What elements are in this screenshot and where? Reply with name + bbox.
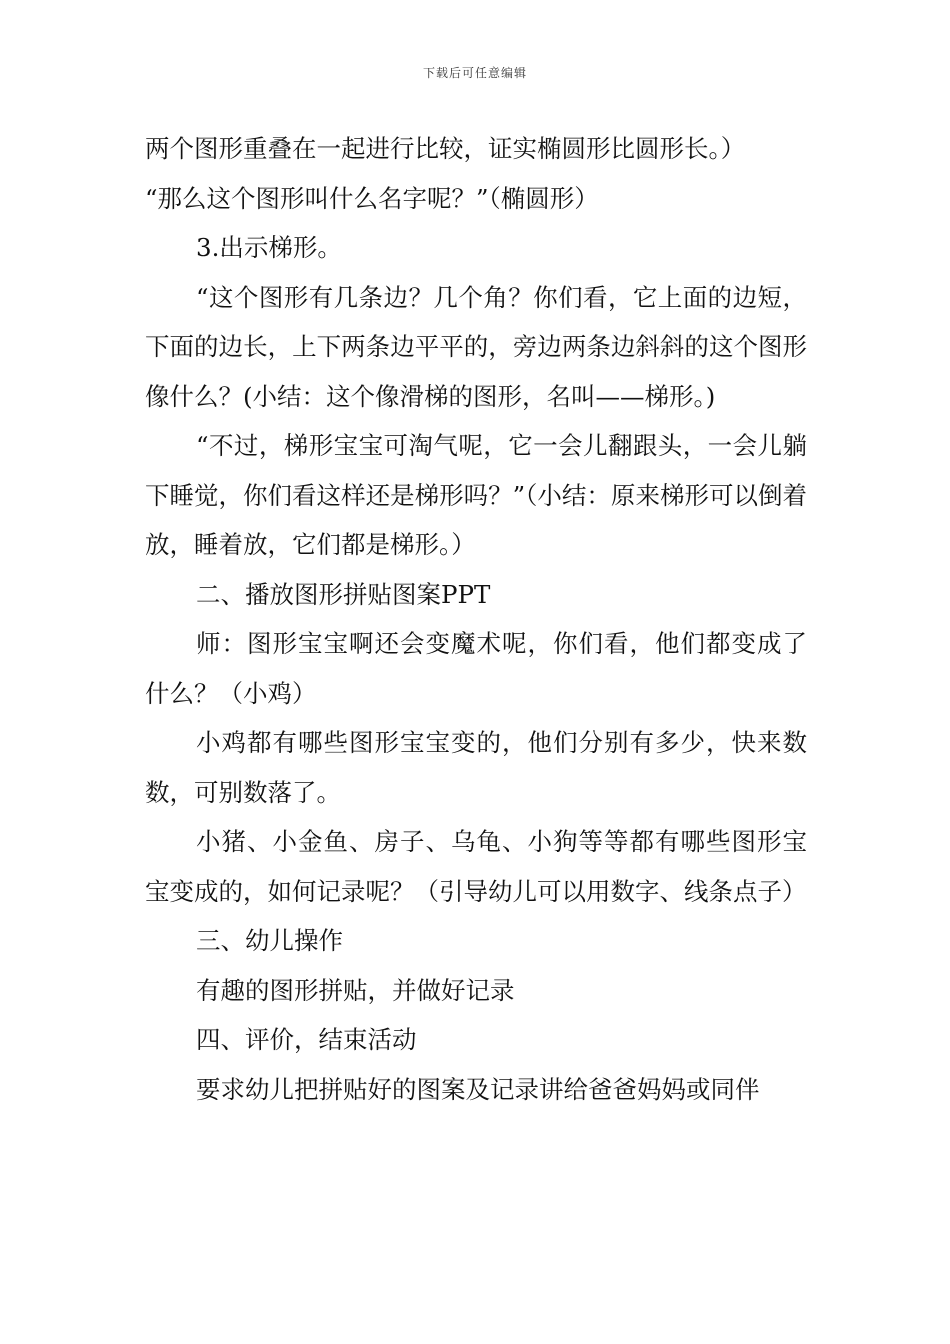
section-heading: 三、幼儿操作: [196, 926, 343, 955]
paragraph: “这个图形有几条边？几个角？你们看，它上面的边短，下面的边长，上下两条边平平的，旁边两条边斜斜的这个图形像什么？(小结：这个像滑梯的图形，名叫——梯形。): [145, 282, 807, 411]
document-body: [145, 124, 807, 1114]
paragraph: 两个图形重叠在一起进行比较，证实椭圆形比圆形长。）: [145, 134, 746, 163]
section-heading: 四、评价，结束活动: [196, 1025, 417, 1054]
paragraph: 要求幼儿把拼贴好的图案及记录讲给爸爸妈妈或同伴: [196, 1074, 760, 1104]
section-heading: 二、播放图形拼贴图案PPT: [196, 579, 491, 609]
section-heading: 3.出示梯形。: [196, 233, 342, 262]
paragraph: 小猪、小金鱼、房子、乌龟、小狗等等都有哪些图形宝宝变成的，如何记录呢？（引导幼儿可以用数字、线条点子）: [145, 827, 807, 906]
page-header: 下载后可任意编辑: [422, 66, 527, 80]
paragraph: “那么这个图形叫什么名字呢？”（椭圆形）: [145, 183, 599, 213]
paragraph: 师：图形宝宝啊还会变魔术呢，你们看，他们都变成了什么？（小鸡）: [145, 629, 807, 708]
paragraph: 小鸡都有哪些图形宝宝变的，他们分别有多少，快来数数，可别数落了。: [145, 728, 807, 807]
paragraph: “不过，梯形宝宝可淘气呢，它一会儿翻跟头，一会儿躺下睡觉，你们看这样还是梯形吗？”（小结：原来梯形可以倒着放，睡着放，它们都是梯形。）: [145, 431, 807, 559]
paragraph: 有趣的图形拼贴，并做好记录: [196, 975, 515, 1005]
